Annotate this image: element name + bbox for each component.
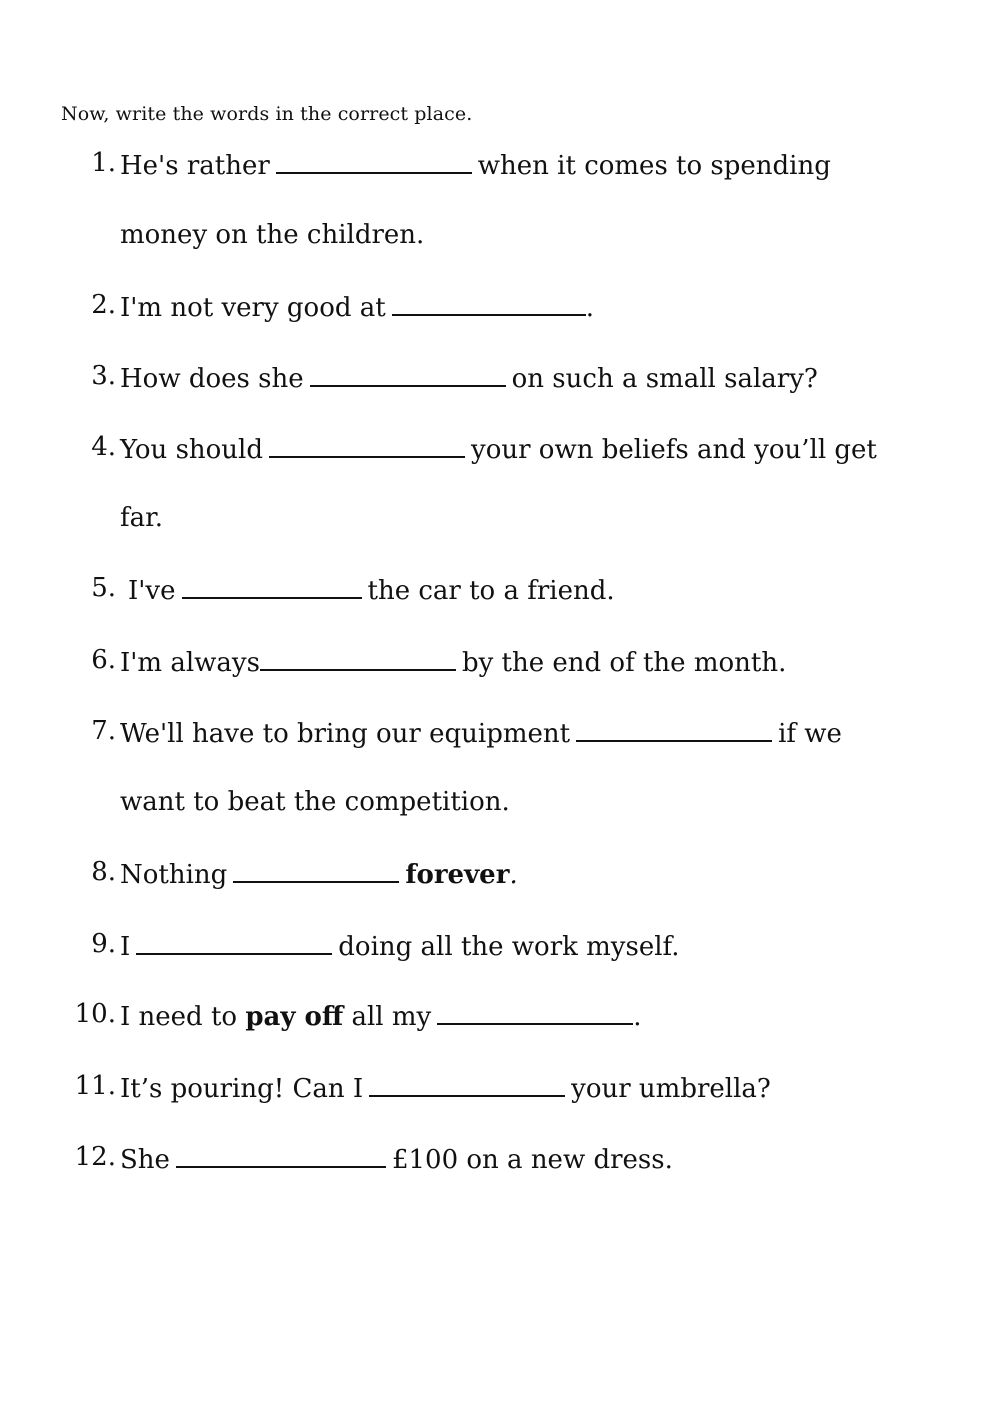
question-text-continued: far.	[120, 503, 163, 533]
answer-blank[interactable]	[392, 290, 586, 316]
question-text: when it comes to spending	[477, 151, 831, 181]
question-number: 9.	[91, 929, 116, 959]
question-number: 8.	[91, 857, 116, 887]
question-number: 11.	[74, 1071, 116, 1101]
answer-blank[interactable]	[182, 573, 362, 599]
question-number: 5.	[91, 573, 116, 603]
question-number: 2.	[91, 290, 116, 320]
question-text: I'm not very good at	[120, 293, 386, 323]
question-text: We'll have to bring our equipment	[120, 719, 571, 749]
answer-blank[interactable]	[260, 645, 456, 671]
question-text: by the end of the month.	[461, 648, 787, 678]
question-text: doing all the work myself.	[338, 932, 680, 962]
answer-blank[interactable]	[437, 999, 633, 1025]
question-number: 4.	[91, 432, 116, 462]
question-text: your own beliefs and you’ll get	[471, 435, 877, 465]
question-text: I've	[128, 576, 176, 606]
answer-blank[interactable]	[576, 716, 772, 742]
instruction-text: Now, write the words in the correct place.	[61, 103, 473, 125]
question-text: How does she	[120, 364, 304, 394]
bold-phrase: pay off	[245, 1002, 344, 1032]
question-text: I'm always	[120, 648, 260, 678]
question-text: .	[585, 293, 594, 323]
answer-blank[interactable]	[369, 1071, 565, 1097]
question-text: the car to a friend.	[367, 576, 615, 606]
question-number: 10.	[74, 999, 116, 1029]
question-text: .	[509, 860, 518, 890]
answer-blank[interactable]	[176, 1142, 386, 1168]
question-text: She	[120, 1145, 170, 1175]
question-text: all my	[351, 1002, 432, 1032]
question-text: on such a small salary?	[511, 364, 818, 394]
question-text: He's rather	[120, 151, 270, 181]
question-text: I need to	[120, 1002, 238, 1032]
question-text: It’s pouring! Can I	[120, 1074, 364, 1104]
answer-blank[interactable]	[276, 148, 472, 174]
question-number: 1.	[91, 148, 116, 178]
answer-blank[interactable]	[136, 929, 332, 955]
question-number: 3.	[91, 361, 116, 391]
question-number: 12.	[74, 1142, 116, 1172]
question-text: if we	[778, 719, 842, 749]
question-text: You should	[120, 435, 264, 465]
question-text-continued: money on the children.	[120, 220, 425, 250]
answer-blank[interactable]	[233, 857, 399, 883]
question-text: £100 on a new dress.	[391, 1145, 673, 1175]
question-text-continued: want to beat the competition.	[120, 787, 510, 817]
question-text: I	[120, 932, 131, 962]
answer-blank[interactable]	[269, 432, 465, 458]
question-number: 6.	[91, 645, 116, 675]
question-text: your umbrella?	[571, 1074, 771, 1104]
bold-word: forever	[405, 860, 510, 890]
answer-blank[interactable]	[310, 361, 506, 387]
question-number: 7.	[91, 716, 116, 746]
question-text: .	[633, 1002, 642, 1032]
question-text: Nothing	[120, 860, 228, 890]
